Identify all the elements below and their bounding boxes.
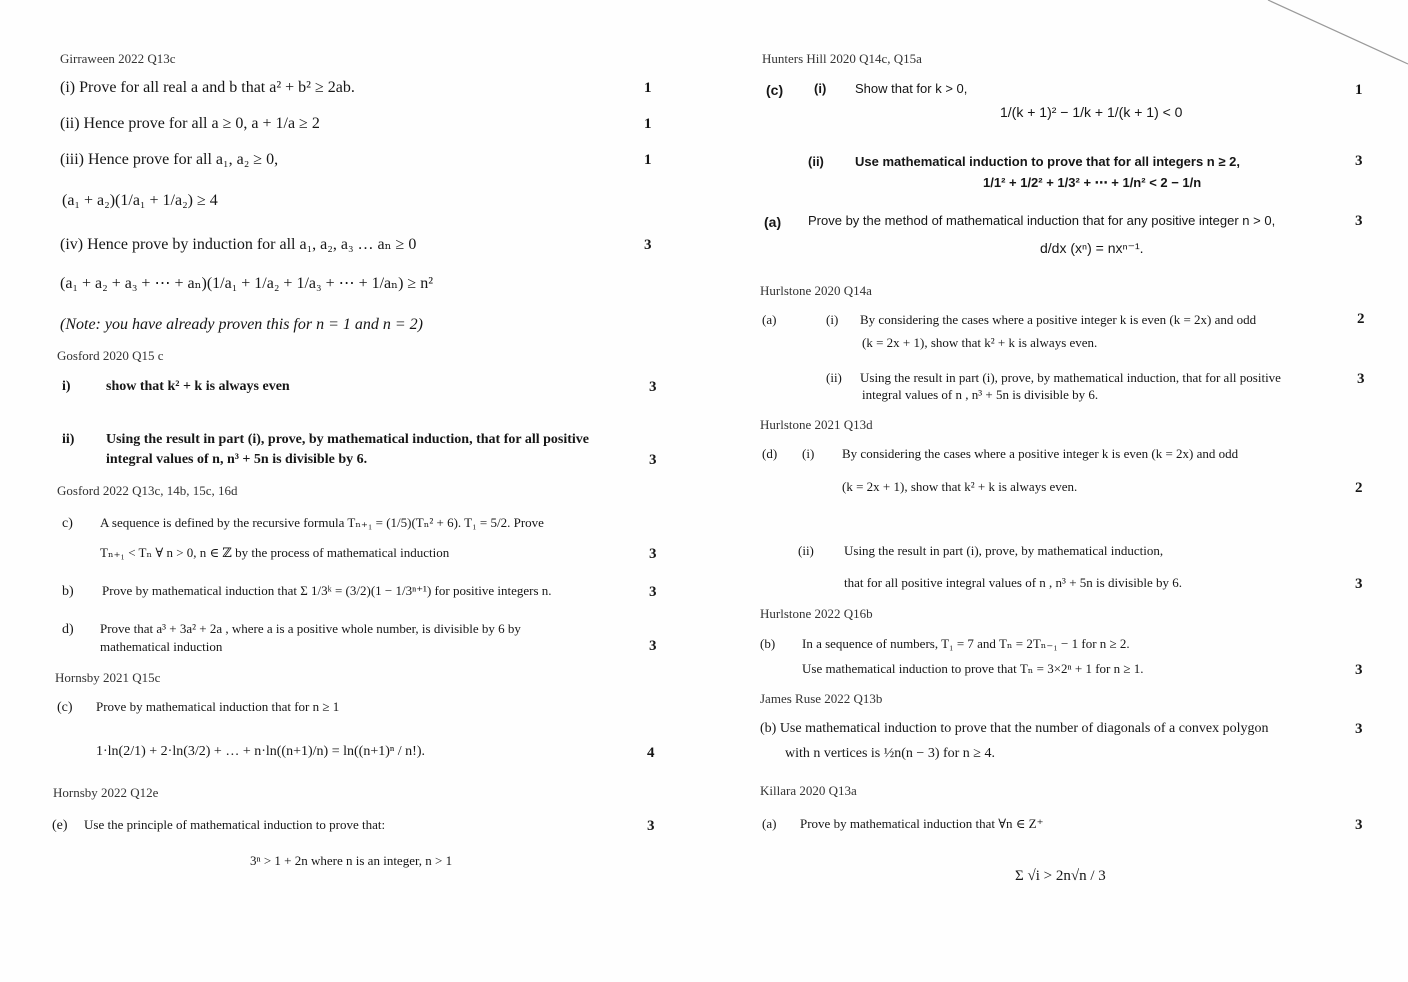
hurlstone2020-i-line2: (k = 2x + 1), show that k² + k is always even. — [862, 335, 1098, 350]
marks-gosford2020-ii: 3 — [649, 452, 657, 468]
gosford2022-c-number: c) — [62, 516, 73, 531]
gosford2022-c-line2: Tₙ₊₁ < Tₙ ∀ n > 0, n ∈ ℤ by the process of mathematical induction — [100, 545, 450, 560]
jamesruse-b-line2: with n vertices is ½n(n − 3) for n ≥ 4. — [785, 746, 995, 761]
gosford2020-ii-line1: Using the result in part (i), prove, by mathematical induction, that for all positive — [106, 432, 589, 447]
marks-hurlstone2021-i: 2 — [1355, 480, 1363, 496]
heading-hornsby-2021: Hornsby 2021 Q15c — [55, 670, 161, 685]
hurlstone2022-b-line1: In a sequence of numbers, T₁ = 7 and Tₙ = 2Tₙ₋₁ − 1 for n ≥ 2. — [802, 636, 1130, 651]
girraween-part-iv-formula: (a₁ + a₂ + a₃ + ⋯ + aₙ)(1/a₁ + 1/a₂ + 1/a₃ + ⋯ + 1/aₙ) ≥ n² — [60, 275, 433, 292]
hurlstone2021-ii-line1: Using the result in part (i), prove, by mathematical induction, — [844, 543, 1164, 558]
hurlstone2021-i-line2: (k = 2x + 1), show that k² + k is always even. — [842, 479, 1078, 494]
marks-hurlstone2022-b: 3 — [1355, 662, 1363, 678]
hurlstone2020-ii-line2: integral values of n , n³ + 5n is divisible by 6. — [862, 387, 1099, 402]
marks-huntershill-a: 3 — [1355, 213, 1363, 229]
girraween-part-i: (i) Prove for all real a and b that a² + b² ≥ 2ab. — [60, 79, 355, 96]
marks-jamesruse-b: 3 — [1355, 721, 1363, 737]
huntershill-a-formula: d/dx (xⁿ) = nxⁿ⁻¹. — [1040, 240, 1144, 256]
marks-girraween-iv: 3 — [644, 237, 652, 253]
hurlstone2020-i-number: (i) — [826, 312, 839, 327]
heading-gosford-2022: Gosford 2022 Q13c, 14b, 15c, 16d — [57, 483, 238, 498]
gosford2020-ii-number: ii) — [62, 432, 75, 447]
heading-hornsby-2022: Hornsby 2022 Q12e — [53, 785, 159, 800]
girraween-part-ii: (ii) Hence prove for all a ≥ 0, a + 1/a ≥ 2 — [60, 115, 320, 132]
huntershill-c-ii-formula: 1/1² + 1/2² + 1/3² + ⋯ + 1/n² < 2 − 1/n — [983, 175, 1202, 190]
hurlstone2020-i-line1: By considering the cases where a positive integer k is even (k = 2x) and odd — [860, 312, 1257, 327]
heading-hurlstone-2022: Hurlstone 2022 Q16b — [760, 606, 873, 621]
huntershill-c-number: (c) — [766, 82, 784, 98]
marks-hornsby2021-c: 4 — [647, 745, 655, 761]
heading-hurlstone-2021: Hurlstone 2021 Q13d — [760, 417, 873, 432]
hornsby2022-e-formula: 3ⁿ > 1 + 2n where n is an integer, n > 1 — [250, 853, 453, 868]
marks-gosford2022-d: 3 — [649, 638, 657, 654]
hurlstone2021-ii-number: (ii) — [798, 543, 814, 558]
gosford2022-b-text: Prove by mathematical induction that Σ 1/3ᵏ = (3/2)(1 − 1/3ⁿ⁺¹) for positive integers n. — [102, 583, 552, 598]
hurlstone2020-a-number: (a) — [762, 312, 777, 327]
huntershill-a-number: (a) — [764, 214, 782, 230]
marks-girraween-i: 1 — [644, 80, 652, 96]
marks-girraween-ii: 1 — [644, 116, 652, 132]
hurlstone2022-b-line2: Use mathematical induction to prove that Tₙ = 3×2ⁿ + 1 for n ≥ 1. — [802, 661, 1144, 676]
heading-killara-2020: Killara 2020 Q13a — [760, 783, 857, 798]
hurlstone2021-i-line1: By considering the cases where a positive integer k is even (k = 2x) and odd — [842, 446, 1239, 461]
huntershill-a-text: Prove by the method of mathematical induction that for any positive integer n > 0, — [808, 213, 1276, 228]
marks-hurlstone2021-ii: 3 — [1355, 576, 1363, 592]
hornsby2021-c-text: Prove by mathematical induction that for n ≥ 1 — [96, 699, 340, 714]
marks-gosford2022-b: 3 — [649, 584, 657, 600]
huntershill-c-i-formula: 1/(k + 1)² − 1/k + 1/(k + 1) < 0 — [1000, 104, 1183, 120]
hornsby2022-e-text: Use the principle of mathematical induction to prove that: — [84, 817, 386, 832]
girraween-note: (Note: you have already proven this for n = 1 and n = 2) — [60, 316, 424, 333]
gosford2020-ii-line2: integral values of n, n³ + 5n is divisible by 6. — [106, 452, 368, 467]
girraween-part-iv: (iv) Hence prove by induction for all a₁, a₂, a₃ … aₙ ≥ 0 — [60, 236, 417, 253]
marks-gosford2022-c: 3 — [649, 546, 657, 562]
marks-huntershill-c-i: 1 — [1355, 82, 1363, 98]
gosford2022-b-number: b) — [62, 584, 74, 599]
hurlstone2020-ii-number: (ii) — [826, 370, 842, 385]
gosford2020-i-text: show that k² + k is always even — [106, 379, 290, 394]
heading-hunters-hill-2020: Hunters Hill 2020 Q14c, Q15a — [762, 51, 922, 66]
heading-girraween-2022: Girraween 2022 Q13c — [60, 51, 176, 66]
hornsby2021-c-formula: 1·ln(2/1) + 2·ln(3/2) + … + n·ln((n+1)/n) = ln((n+1)ⁿ / n!). — [96, 744, 425, 759]
gosford2022-d-line1: Prove that a³ + 3a² + 2a , where a is a positive whole number, is divisible by 6 by — [100, 621, 521, 636]
heading-gosford-2020: Gosford 2020 Q15 c — [57, 348, 164, 363]
marks-huntershill-c-ii: 3 — [1355, 153, 1363, 169]
hornsby2021-c-number: (c) — [57, 700, 73, 715]
girraween-part-iii-formula: (a₁ + a₂)(1/a₁ + 1/a₂) ≥ 4 — [62, 192, 218, 209]
hurlstone2022-b-number: (b) — [760, 636, 776, 651]
killara-a-text: Prove by mathematical induction that ∀n ∈ Z⁺ — [800, 816, 1044, 831]
huntershill-c-ii-text: Use mathematical induction to prove that for all integers n ≥ 2, — [855, 154, 1240, 169]
heading-hurlstone-2020: Hurlstone 2020 Q14a — [760, 283, 872, 298]
marks-hurlstone2020-i: 2 — [1357, 311, 1365, 327]
gosford2022-c-line1: A sequence is defined by the recursive formula Tₙ₊₁ = (1/5)(Tₙ² + 6). T₁ = 5/2. Prove — [100, 515, 544, 530]
killara-a-formula: Σ √i > 2n√n / 3 — [1015, 868, 1106, 884]
killara-a-number: (a) — [762, 816, 777, 831]
hornsby2022-e-number: (e) — [52, 818, 68, 833]
marks-hornsby2022-e: 3 — [647, 818, 655, 834]
gosford2020-i-number: i) — [62, 379, 71, 394]
gosford2022-d-line2: mathematical induction — [100, 639, 223, 654]
marks-gosford2020-i: 3 — [649, 379, 657, 395]
marks-hurlstone2020-ii: 3 — [1357, 371, 1365, 387]
hurlstone2021-d-number: (d) — [762, 446, 778, 461]
marks-girraween-iii: 1 — [644, 152, 652, 168]
jamesruse-b-line1: (b) Use mathematical induction to prove that the number of diagonals of a convex polygon — [760, 721, 1269, 736]
gosford2022-d-number: d) — [62, 622, 74, 637]
huntershill-c-i-text: Show that for k > 0, — [855, 81, 968, 96]
hurlstone2021-ii-line2: that for all positive integral values of n , n³ + 5n is divisible by 6. — [844, 575, 1182, 590]
marks-killara-a: 3 — [1355, 817, 1363, 833]
hurlstone2021-i-number: (i) — [802, 446, 815, 461]
heading-james-ruse-2022: James Ruse 2022 Q13b — [760, 691, 883, 706]
girraween-part-iii: (iii) Hence prove for all a₁, a₂ ≥ 0, — [60, 151, 279, 168]
huntershill-c-i-number: (i) — [814, 81, 827, 96]
hurlstone2020-ii-line1: Using the result in part (i), prove, by mathematical induction, that for all positive — [860, 370, 1281, 385]
huntershill-c-ii-number: (ii) — [808, 154, 824, 169]
